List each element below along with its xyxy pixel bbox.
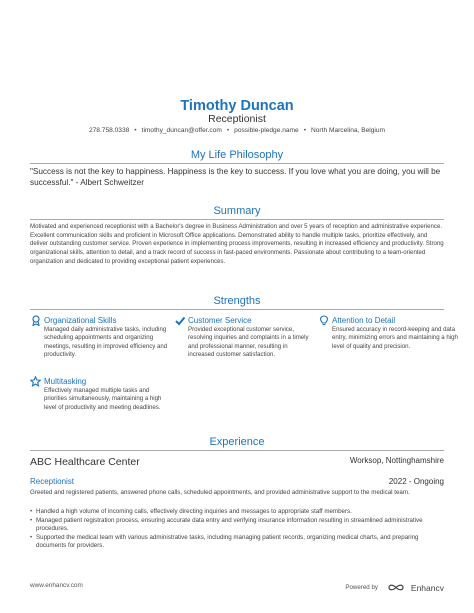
- bullet-separator: •: [134, 127, 137, 134]
- check-icon: [174, 315, 185, 326]
- strength-multitasking: [30, 376, 170, 411]
- job-location: Worksop, Nottinghamshire: [349, 456, 444, 465]
- email-address: timothy_duncan@offer.com: [141, 127, 222, 134]
- lightbulb-icon: [318, 315, 329, 326]
- location-text: North Marcelina, Belgium: [311, 127, 386, 134]
- strength-title: Organizational Skills: [44, 316, 117, 325]
- footer-branding: [345, 579, 444, 591]
- section-divider: [30, 163, 444, 164]
- section-title-experience: Experience: [209, 436, 265, 448]
- section-divider: [30, 219, 444, 220]
- section-divider: [30, 309, 444, 310]
- summary-text: Motivated and experienced receptionist with a Bachelor's degree in Business Administration and over 5 years of reception and administrative experience. Excellent communication skills and proficient in Microsoft Office applications. Demonstrated ability to handle multiple tasks, prioritize effectively, and deliver outstanding customer service. Proven experience in implementing process improvements, resulting in increased efficiency and productivity. Strong organizational skills, attention to detail, and a track record of success in fast-paced environments. Passionate about contributing to a team-oriented organization and dedicated to providing exceptional patient experiences.: [30, 223, 444, 265]
- strength-organizational-skills: [30, 315, 170, 359]
- strength-title: Multitasking: [44, 377, 87, 386]
- bullet-separator: •: [303, 127, 306, 134]
- section-title-philosophy: My Life Philosophy: [190, 149, 284, 161]
- section-title-strengths: Strengths: [213, 295, 261, 307]
- philosophy-quote: "Success is not the key to happiness. Happiness is the key to success. If you love what you are doing, you will be successful." - Albert Schweitzer: [30, 167, 441, 187]
- ribbon-icon: [30, 315, 41, 326]
- strength-description: Effectively managed multiple tasks and priorities simultaneously, maintaining a high level of productivity and meeting deadlines.: [44, 387, 162, 411]
- strength-title: Attention to Detail: [332, 316, 396, 325]
- job-achievements-list: [30, 508, 446, 551]
- website-link: possible-pledge.name: [234, 127, 299, 134]
- list-item: • Managed patient registration process, ensuring accurate data entry and verifying insurance information resulting in streamlined administrative procedures.: [30, 517, 446, 534]
- list-item: • Supported the medical team with various administrative tasks, including managing patient records, organizing medical charts, and preparing documents for providers.: [30, 534, 446, 551]
- bullet-separator: •: [226, 127, 230, 134]
- candidate-role: Receptionist: [208, 113, 266, 125]
- footer-website[interactable]: www.enhancv.com: [30, 582, 83, 589]
- brand-name: Enhancv: [410, 582, 444, 593]
- section-divider: [30, 450, 444, 451]
- strength-description: Provided exceptional customer service, resolving inquiries and complaints in a timely and professional manner, resulting in increased customer satisfaction.: [188, 326, 309, 359]
- job-description: Greeted and registered patients, answered phone calls, scheduled appointments, and provided administrative support to the medical team.: [30, 489, 410, 496]
- enhancv-logo-icon: [388, 579, 408, 596]
- strength-attention-to-detail: [318, 315, 458, 350]
- strength-description: Ensured accuracy in record-keeping and data entry, minimizing errors and maintaining a high level of quality and precision.: [332, 326, 458, 350]
- section-title-summary: Summary: [213, 205, 261, 217]
- powered-by-label: Powered by: [345, 584, 378, 592]
- company-name: ABC Healthcare Center: [30, 456, 140, 468]
- candidate-name: Timothy Duncan: [180, 98, 294, 114]
- strength-description: Managed daily administrative tasks, including scheduling appointments and organizing meetings, resulting in improved efficiency and productivity.: [44, 326, 168, 359]
- strength-title: Customer Service: [188, 316, 252, 325]
- job-dates: 2022 - Ongoing: [388, 477, 444, 486]
- strength-customer-service: [174, 315, 314, 359]
- phone-number: 278.758.0338: [88, 127, 130, 134]
- star-icon: [30, 376, 41, 387]
- contact-line: [0, 127, 474, 134]
- job-title: Receptionist: [30, 477, 75, 486]
- list-item: • Handled a high volume of incoming calls, effectively directing inquiries and messages to appropriate staff members.: [30, 508, 446, 517]
